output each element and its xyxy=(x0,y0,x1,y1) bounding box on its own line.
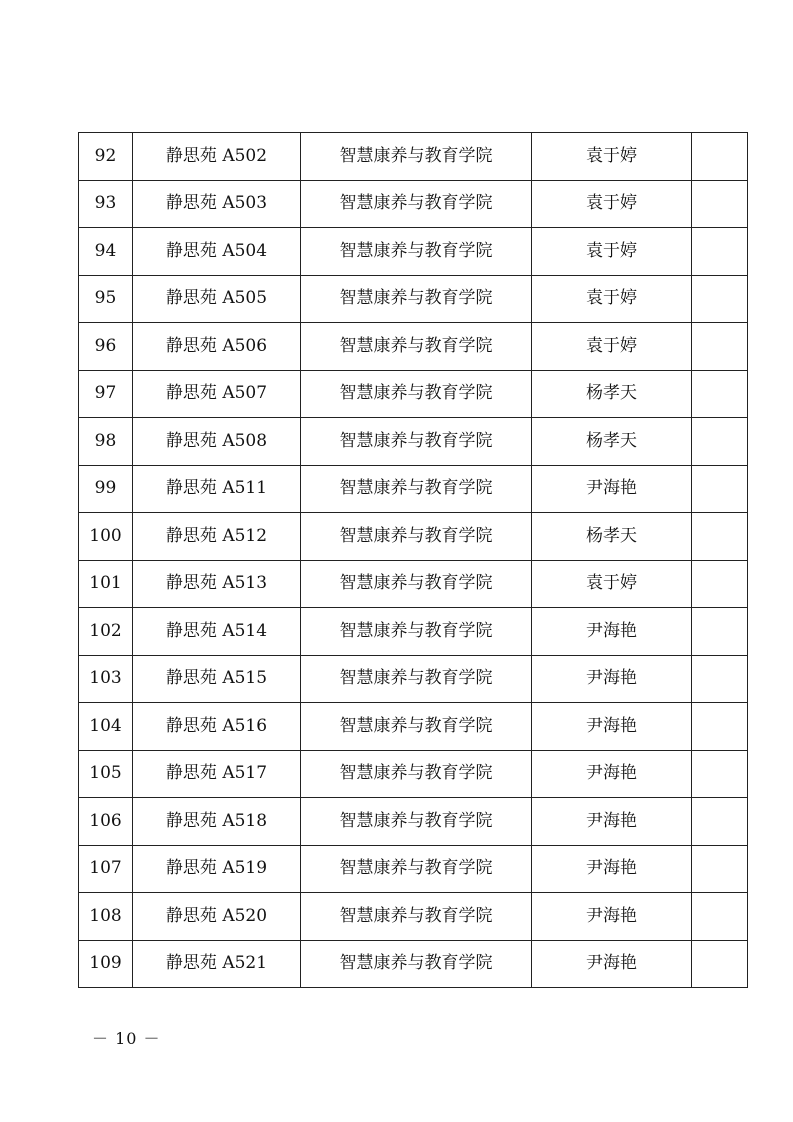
note-cell xyxy=(692,893,748,941)
college-cell: 智慧康养与教育学院 xyxy=(301,228,532,276)
table-row xyxy=(79,655,748,703)
college-cell: 智慧康养与教育学院 xyxy=(301,133,532,181)
room-cell: 静思苑 A506 xyxy=(133,323,301,371)
person-cell: 尹海艳 xyxy=(532,465,692,513)
note-cell xyxy=(692,180,748,228)
room-cell: 静思苑 A503 xyxy=(133,180,301,228)
row-number-cell: 106 xyxy=(79,798,133,846)
room-cell: 静思苑 A505 xyxy=(133,275,301,323)
row-number-cell: 96 xyxy=(79,323,133,371)
table-row xyxy=(79,845,748,893)
row-number-cell: 94 xyxy=(79,228,133,276)
page-number: － 10 － xyxy=(92,1029,161,1048)
college-cell: 智慧康养与教育学院 xyxy=(301,465,532,513)
table-row xyxy=(79,275,748,323)
college-cell: 智慧康养与教育学院 xyxy=(301,560,532,608)
note-cell xyxy=(692,323,748,371)
room-cell: 静思苑 A520 xyxy=(133,893,301,941)
note-cell xyxy=(692,655,748,703)
table-row xyxy=(79,180,748,228)
row-number-cell: 93 xyxy=(79,180,133,228)
note-cell xyxy=(692,940,748,988)
person-cell: 尹海艳 xyxy=(532,893,692,941)
row-number-cell: 100 xyxy=(79,513,133,561)
table-row xyxy=(79,370,748,418)
college-cell: 智慧康养与教育学院 xyxy=(301,323,532,371)
row-number-cell: 99 xyxy=(79,465,133,513)
college-cell: 智慧康养与教育学院 xyxy=(301,275,532,323)
note-cell xyxy=(692,418,748,466)
college-cell: 智慧康养与教育学院 xyxy=(301,798,532,846)
table-row xyxy=(79,228,748,276)
table-row xyxy=(79,465,748,513)
table-row xyxy=(79,750,748,798)
table-row xyxy=(79,418,748,466)
room-cell: 静思苑 A508 xyxy=(133,418,301,466)
person-cell: 袁于婷 xyxy=(532,323,692,371)
row-number-cell: 102 xyxy=(79,608,133,656)
table-row xyxy=(79,940,748,988)
college-cell: 智慧康养与教育学院 xyxy=(301,370,532,418)
note-cell xyxy=(692,608,748,656)
person-cell: 袁于婷 xyxy=(532,180,692,228)
person-cell: 尹海艳 xyxy=(532,845,692,893)
note-cell xyxy=(692,228,748,276)
table-row xyxy=(79,608,748,656)
person-cell: 尹海艳 xyxy=(532,608,692,656)
row-number-cell: 101 xyxy=(79,560,133,608)
row-number-cell: 103 xyxy=(79,655,133,703)
person-cell: 尹海艳 xyxy=(532,798,692,846)
person-cell: 袁于婷 xyxy=(532,560,692,608)
college-cell: 智慧康养与教育学院 xyxy=(301,418,532,466)
room-cell: 静思苑 A502 xyxy=(133,133,301,181)
room-cell: 静思苑 A511 xyxy=(133,465,301,513)
row-number-cell: 109 xyxy=(79,940,133,988)
table-row xyxy=(79,798,748,846)
college-cell: 智慧康养与教育学院 xyxy=(301,513,532,561)
college-cell: 智慧康养与教育学院 xyxy=(301,845,532,893)
person-cell: 杨孝天 xyxy=(532,513,692,561)
college-cell: 智慧康养与教育学院 xyxy=(301,750,532,798)
room-cell: 静思苑 A517 xyxy=(133,750,301,798)
note-cell xyxy=(692,465,748,513)
row-number-cell: 107 xyxy=(79,845,133,893)
row-number-cell: 95 xyxy=(79,275,133,323)
note-cell xyxy=(692,133,748,181)
row-number-cell: 108 xyxy=(79,893,133,941)
table-row xyxy=(79,893,748,941)
person-cell: 袁于婷 xyxy=(532,133,692,181)
note-cell xyxy=(692,750,748,798)
person-cell: 杨孝天 xyxy=(532,370,692,418)
note-cell xyxy=(692,370,748,418)
college-cell: 智慧康养与教育学院 xyxy=(301,608,532,656)
college-cell: 智慧康养与教育学院 xyxy=(301,703,532,751)
table-row xyxy=(79,703,748,751)
note-cell xyxy=(692,275,748,323)
note-cell xyxy=(692,560,748,608)
row-number-cell: 104 xyxy=(79,703,133,751)
note-cell xyxy=(692,703,748,751)
person-cell: 尹海艳 xyxy=(532,655,692,703)
room-cell: 静思苑 A513 xyxy=(133,560,301,608)
college-cell: 智慧康养与教育学院 xyxy=(301,180,532,228)
room-cell: 静思苑 A507 xyxy=(133,370,301,418)
dormitory-table xyxy=(78,132,748,988)
row-number-cell: 98 xyxy=(79,418,133,466)
college-cell: 智慧康养与教育学院 xyxy=(301,655,532,703)
table-row xyxy=(79,513,748,561)
room-cell: 静思苑 A516 xyxy=(133,703,301,751)
room-cell: 静思苑 A521 xyxy=(133,940,301,988)
row-number-cell: 97 xyxy=(79,370,133,418)
person-cell: 尹海艳 xyxy=(532,703,692,751)
row-number-cell: 105 xyxy=(79,750,133,798)
person-cell: 袁于婷 xyxy=(532,228,692,276)
note-cell xyxy=(692,845,748,893)
person-cell: 杨孝天 xyxy=(532,418,692,466)
table-row xyxy=(79,560,748,608)
room-cell: 静思苑 A514 xyxy=(133,608,301,656)
person-cell: 尹海艳 xyxy=(532,940,692,988)
room-cell: 静思苑 A515 xyxy=(133,655,301,703)
table-row xyxy=(79,133,748,181)
row-number-cell: 92 xyxy=(79,133,133,181)
person-cell: 尹海艳 xyxy=(532,750,692,798)
person-cell: 袁于婷 xyxy=(532,275,692,323)
college-cell: 智慧康养与教育学院 xyxy=(301,940,532,988)
room-cell: 静思苑 A518 xyxy=(133,798,301,846)
table-row xyxy=(79,323,748,371)
room-cell: 静思苑 A519 xyxy=(133,845,301,893)
table-body xyxy=(79,133,748,988)
room-cell: 静思苑 A504 xyxy=(133,228,301,276)
note-cell xyxy=(692,798,748,846)
college-cell: 智慧康养与教育学院 xyxy=(301,893,532,941)
note-cell xyxy=(692,513,748,561)
room-cell: 静思苑 A512 xyxy=(133,513,301,561)
